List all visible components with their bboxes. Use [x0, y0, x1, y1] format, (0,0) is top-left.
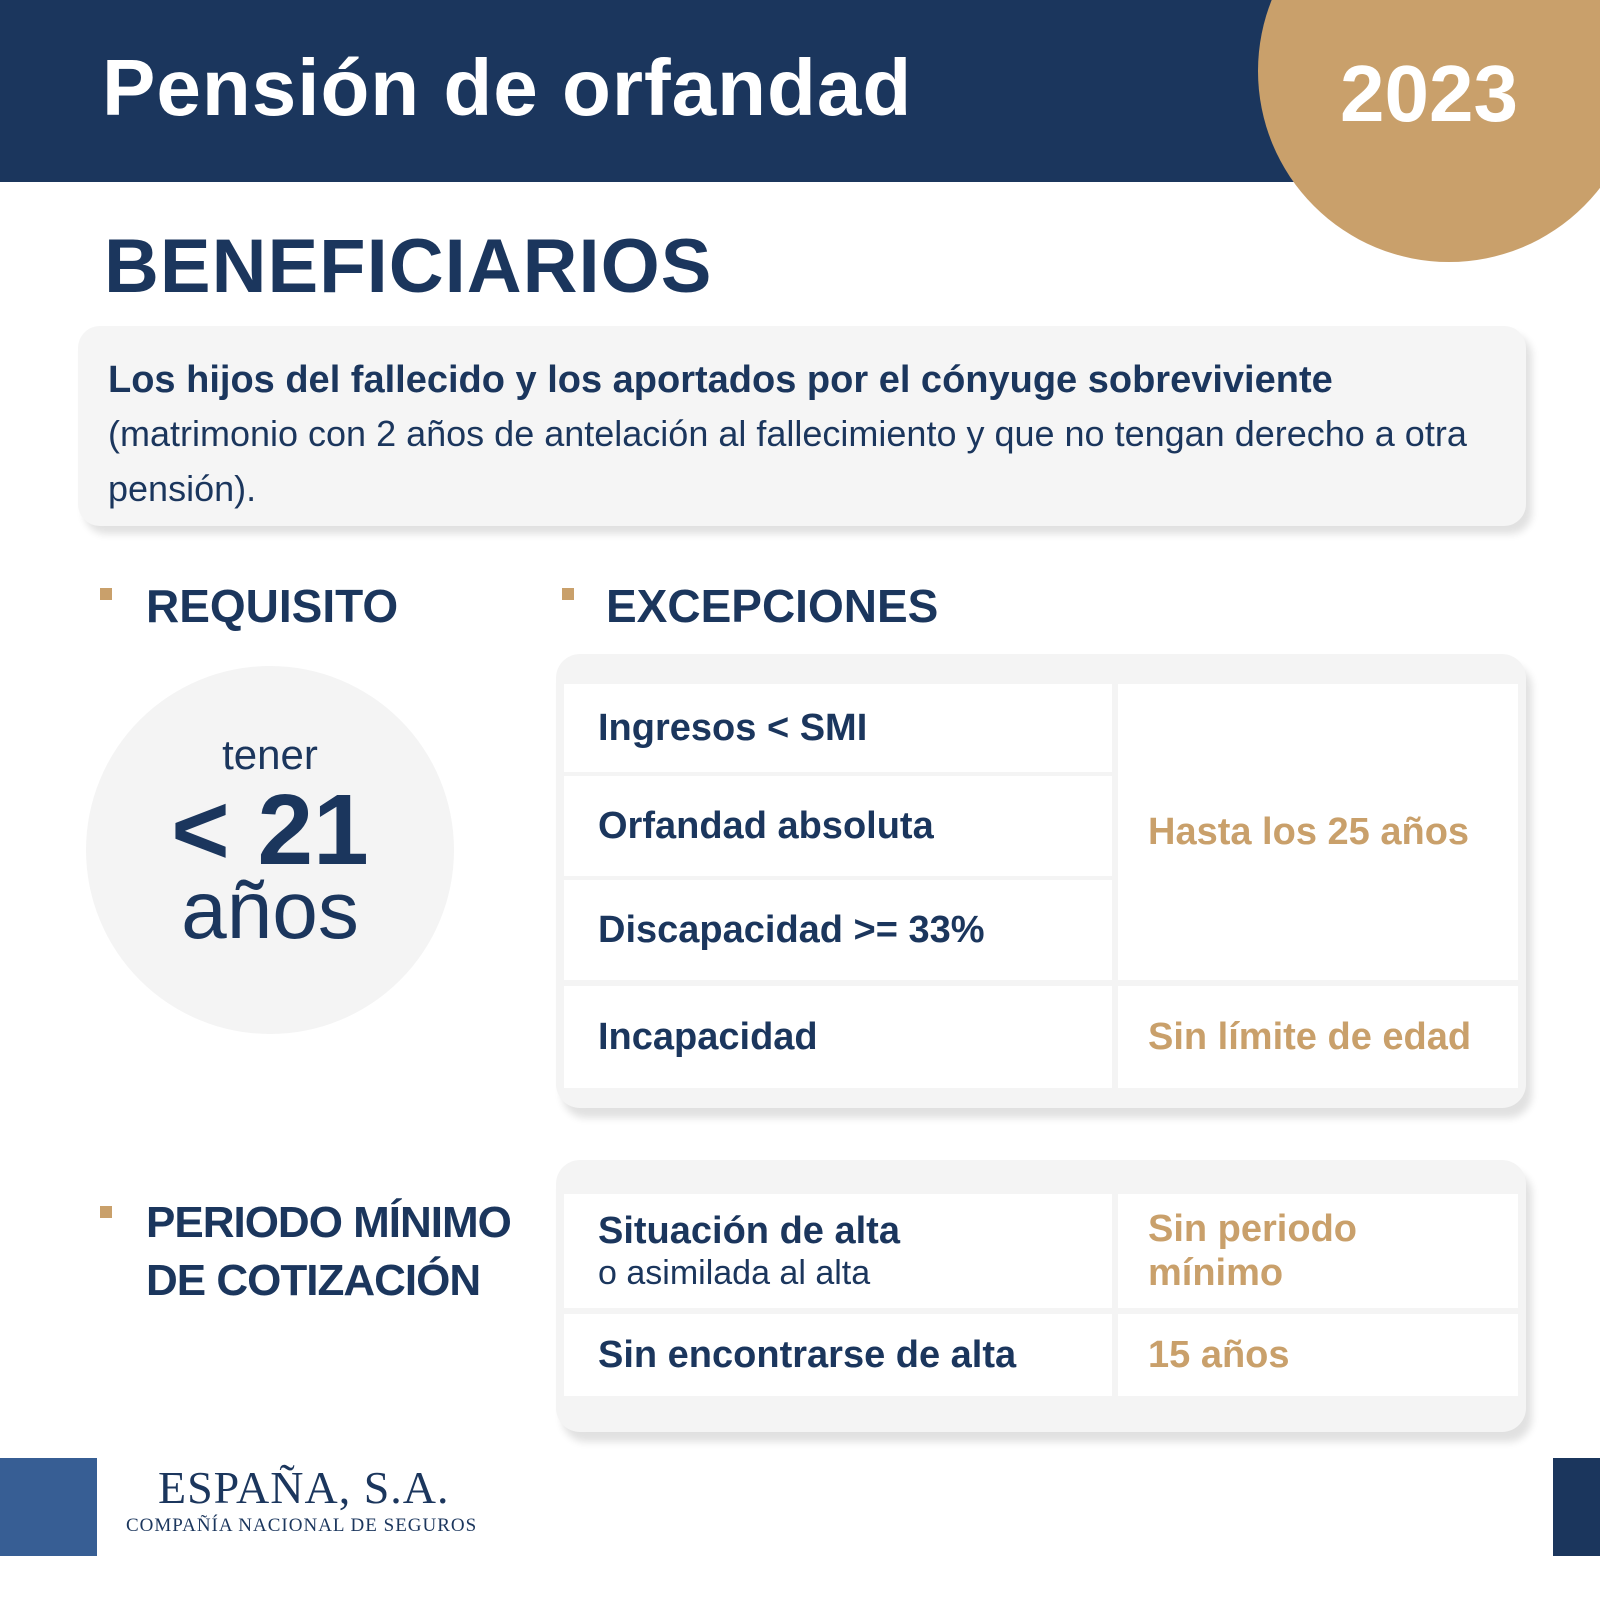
- periodo-label-line1: PERIODO MÍNIMO: [146, 1198, 511, 1247]
- periodo-row1-value-line1: Sin periodo: [1148, 1208, 1357, 1250]
- table-row: [564, 776, 1112, 876]
- beneficiarios-box: [78, 326, 1526, 526]
- excepcion-value: Sin límite de edad: [1148, 1015, 1472, 1058]
- page-title: Pensión de orfandad: [102, 43, 913, 132]
- table-cell-value: [1118, 986, 1518, 1088]
- company-logo-subtitle: COMPAÑÍA NACIONAL DE SEGUROS: [126, 1515, 478, 1536]
- excepcion-label: Incapacidad: [598, 1015, 818, 1058]
- periodo-label-line2: DE COTIZACIÓN: [146, 1256, 481, 1305]
- requisito-label: REQUISITO: [146, 580, 399, 632]
- beneficiarios-heading: BENEFICIARIOS: [104, 224, 713, 309]
- periodo-row1-value-line2: mínimo: [1148, 1252, 1284, 1294]
- bullet-excepciones: [562, 588, 574, 600]
- excepciones-label: EXCEPCIONES: [606, 580, 939, 632]
- bullet-periodo: [100, 1206, 112, 1218]
- beneficiarios-note: (matrimonio con 2 años de antelación al fallecimiento y que no tengan derecho a otra pensión).: [108, 413, 1467, 509]
- excepcion-label: Orfandad absoluta: [598, 804, 934, 847]
- bullet-requisito: [100, 588, 112, 600]
- table-cell-value: [1118, 684, 1518, 980]
- table-row: [564, 880, 1112, 980]
- year-label: 2023: [1340, 49, 1518, 138]
- table-row: [564, 1314, 1112, 1396]
- periodo-row2-title: Sin encontrarse de alta: [598, 1333, 1017, 1376]
- table-cell-value: [1118, 1194, 1518, 1308]
- periodo-row1-sub: o asimilada al alta: [598, 1254, 871, 1292]
- excepcion-label: Ingresos < SMI: [598, 706, 868, 749]
- requisito-age: < 21: [171, 774, 369, 886]
- excepcion-label: Discapacidad >= 33%: [598, 908, 985, 951]
- requisito-circle: [86, 666, 454, 1034]
- requisito-small-text: tener: [222, 731, 318, 778]
- periodo-panel: [556, 1160, 1526, 1432]
- periodo-row1-title: Situación de alta: [598, 1210, 900, 1252]
- excepcion-value: Hasta los 25 años: [1148, 810, 1470, 853]
- table-row: [564, 986, 1112, 1088]
- periodo-label: [146, 1194, 511, 1310]
- table-row: [564, 1194, 1112, 1308]
- company-logo-name: ESPAÑA, S.A.: [158, 1462, 450, 1513]
- beneficiarios-main-text: Los hijos del fallecido y los aportados por el cónyuge sobreviviente: [108, 359, 1333, 401]
- footer-left-block: [0, 1458, 97, 1556]
- periodo-row2-value: 15 años: [1148, 1333, 1290, 1376]
- footer-right-block: [1553, 1458, 1600, 1556]
- requisito-years: años: [181, 865, 359, 956]
- table-cell-value: [1118, 1314, 1518, 1396]
- excepciones-panel: [556, 654, 1526, 1108]
- table-row: [564, 684, 1112, 772]
